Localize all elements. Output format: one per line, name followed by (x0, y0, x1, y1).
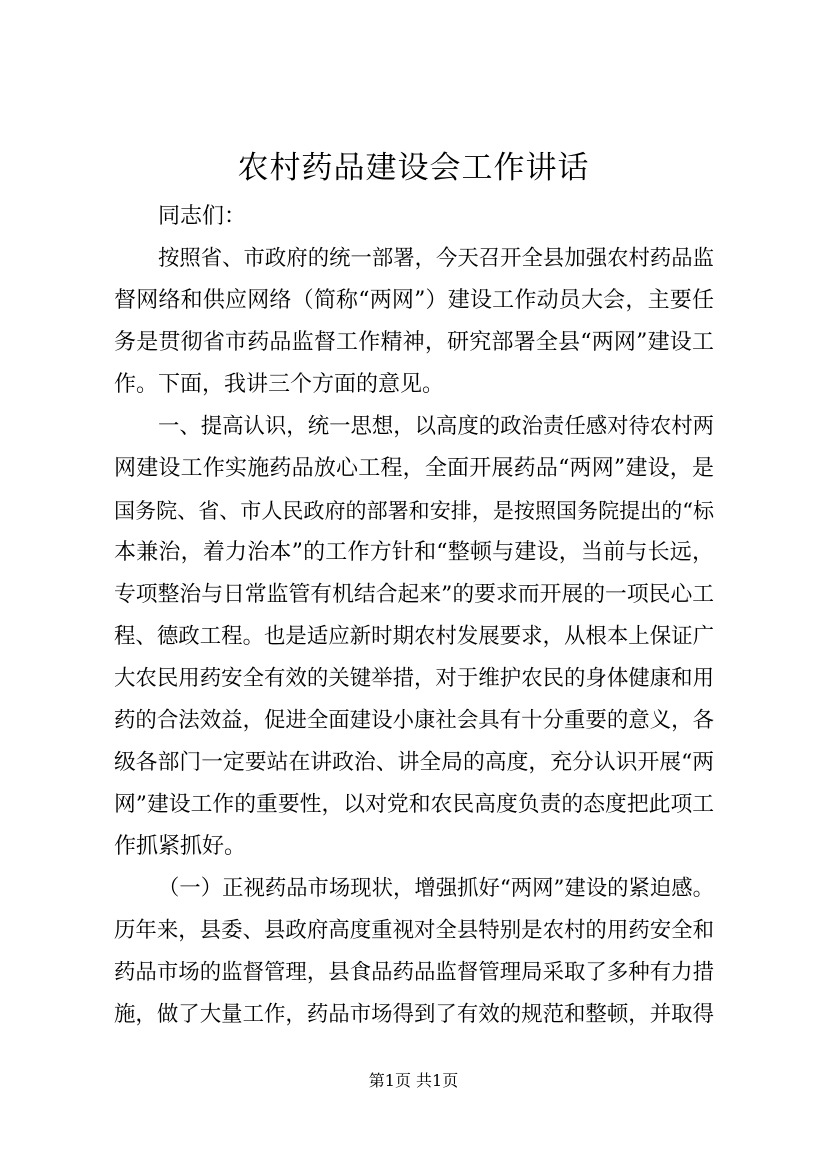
text-line (0, 993, 827, 1037)
paragraph-line: 督网络和供应网络（简称“两网”）建设工作动员大会，主要任 (114, 288, 714, 313)
text-line (0, 237, 827, 281)
text-line (0, 363, 827, 407)
text-line (0, 615, 827, 659)
paragraph-line: 药的合法效益，促进全面建设小康社会具有十分重要的意义，各 (114, 708, 714, 733)
text-line (0, 279, 827, 323)
paragraph-line: 网建设工作实施药品放心工程，全面开展药品“两网”建设，是 (114, 456, 714, 481)
paragraph-line: 一、提高认识，统一思想，以高度的政治责任感对待农村两 (158, 414, 714, 439)
paragraph-line: 施，做了大量工作，药品市场得到了有效的规范和整顿，并取得 (114, 1002, 714, 1027)
text-line (0, 447, 827, 491)
salutation: 同志们： (158, 204, 247, 229)
paragraph-line: （一）正视药品市场现状，增强抓好“两网”建设的紧迫感。 (158, 876, 714, 901)
paragraph-line: 大农民用药安全有效的关键举措，对于维护农民的身体健康和用 (114, 666, 714, 691)
paragraph-line: 历年来，县委、县政府高度重视对全县特别是农村的用药安全和 (114, 918, 714, 943)
text-line (0, 531, 827, 575)
text-line (0, 321, 827, 365)
text-line (0, 405, 827, 449)
text-line (0, 699, 827, 743)
text-line (0, 909, 827, 953)
paragraph-line: 程、德政工程。也是适应新时期农村发展要求，从根本上保证广 (114, 624, 714, 649)
paragraph-line: 按照省、市政府的统一部署，今天召开全县加强农村药品监 (158, 246, 714, 271)
text-line (0, 573, 827, 617)
text-line (0, 825, 827, 869)
text-line (0, 867, 827, 911)
paragraph-line: 务是贯彻省市药品监督工作精神，研究部署全县“两网”建设工 (114, 330, 714, 355)
text-line (0, 783, 827, 827)
paragraph-line: 药品市场的监督管理，县食品药品监督管理局采取了多种有力措 (114, 960, 714, 985)
text-line (0, 489, 827, 533)
paragraph-line: 作。下面，我讲三个方面的意见。 (114, 372, 445, 397)
text-line (0, 657, 827, 701)
paragraph-line: 国务院、省、市人民政府的部署和安排，是按照国务院提出的“标 (114, 498, 715, 523)
paragraph-line: 本兼治，着力治本”的工作方针和“整顿与建设，当前与长远， (114, 540, 714, 565)
paragraph-line: 级各部门一定要站在讲政治、讲全局的高度，充分认识开展“两 (114, 750, 715, 775)
document-title: 农村药品建设会工作讲话 (237, 150, 590, 186)
text-line (0, 195, 827, 239)
paragraph-line: 专项整治与日常监管有机结合起来”的要求而开展的一项民心工 (114, 582, 715, 607)
paragraph-line: 作抓紧抓好。 (114, 834, 247, 859)
text-line (0, 741, 827, 785)
paragraph-line: 网”建设工作的重要性，以对党和农民高度负责的态度把此项工 (114, 792, 715, 817)
page-footer: 第1页 共1页 (368, 1071, 459, 1090)
text-line (0, 951, 827, 995)
